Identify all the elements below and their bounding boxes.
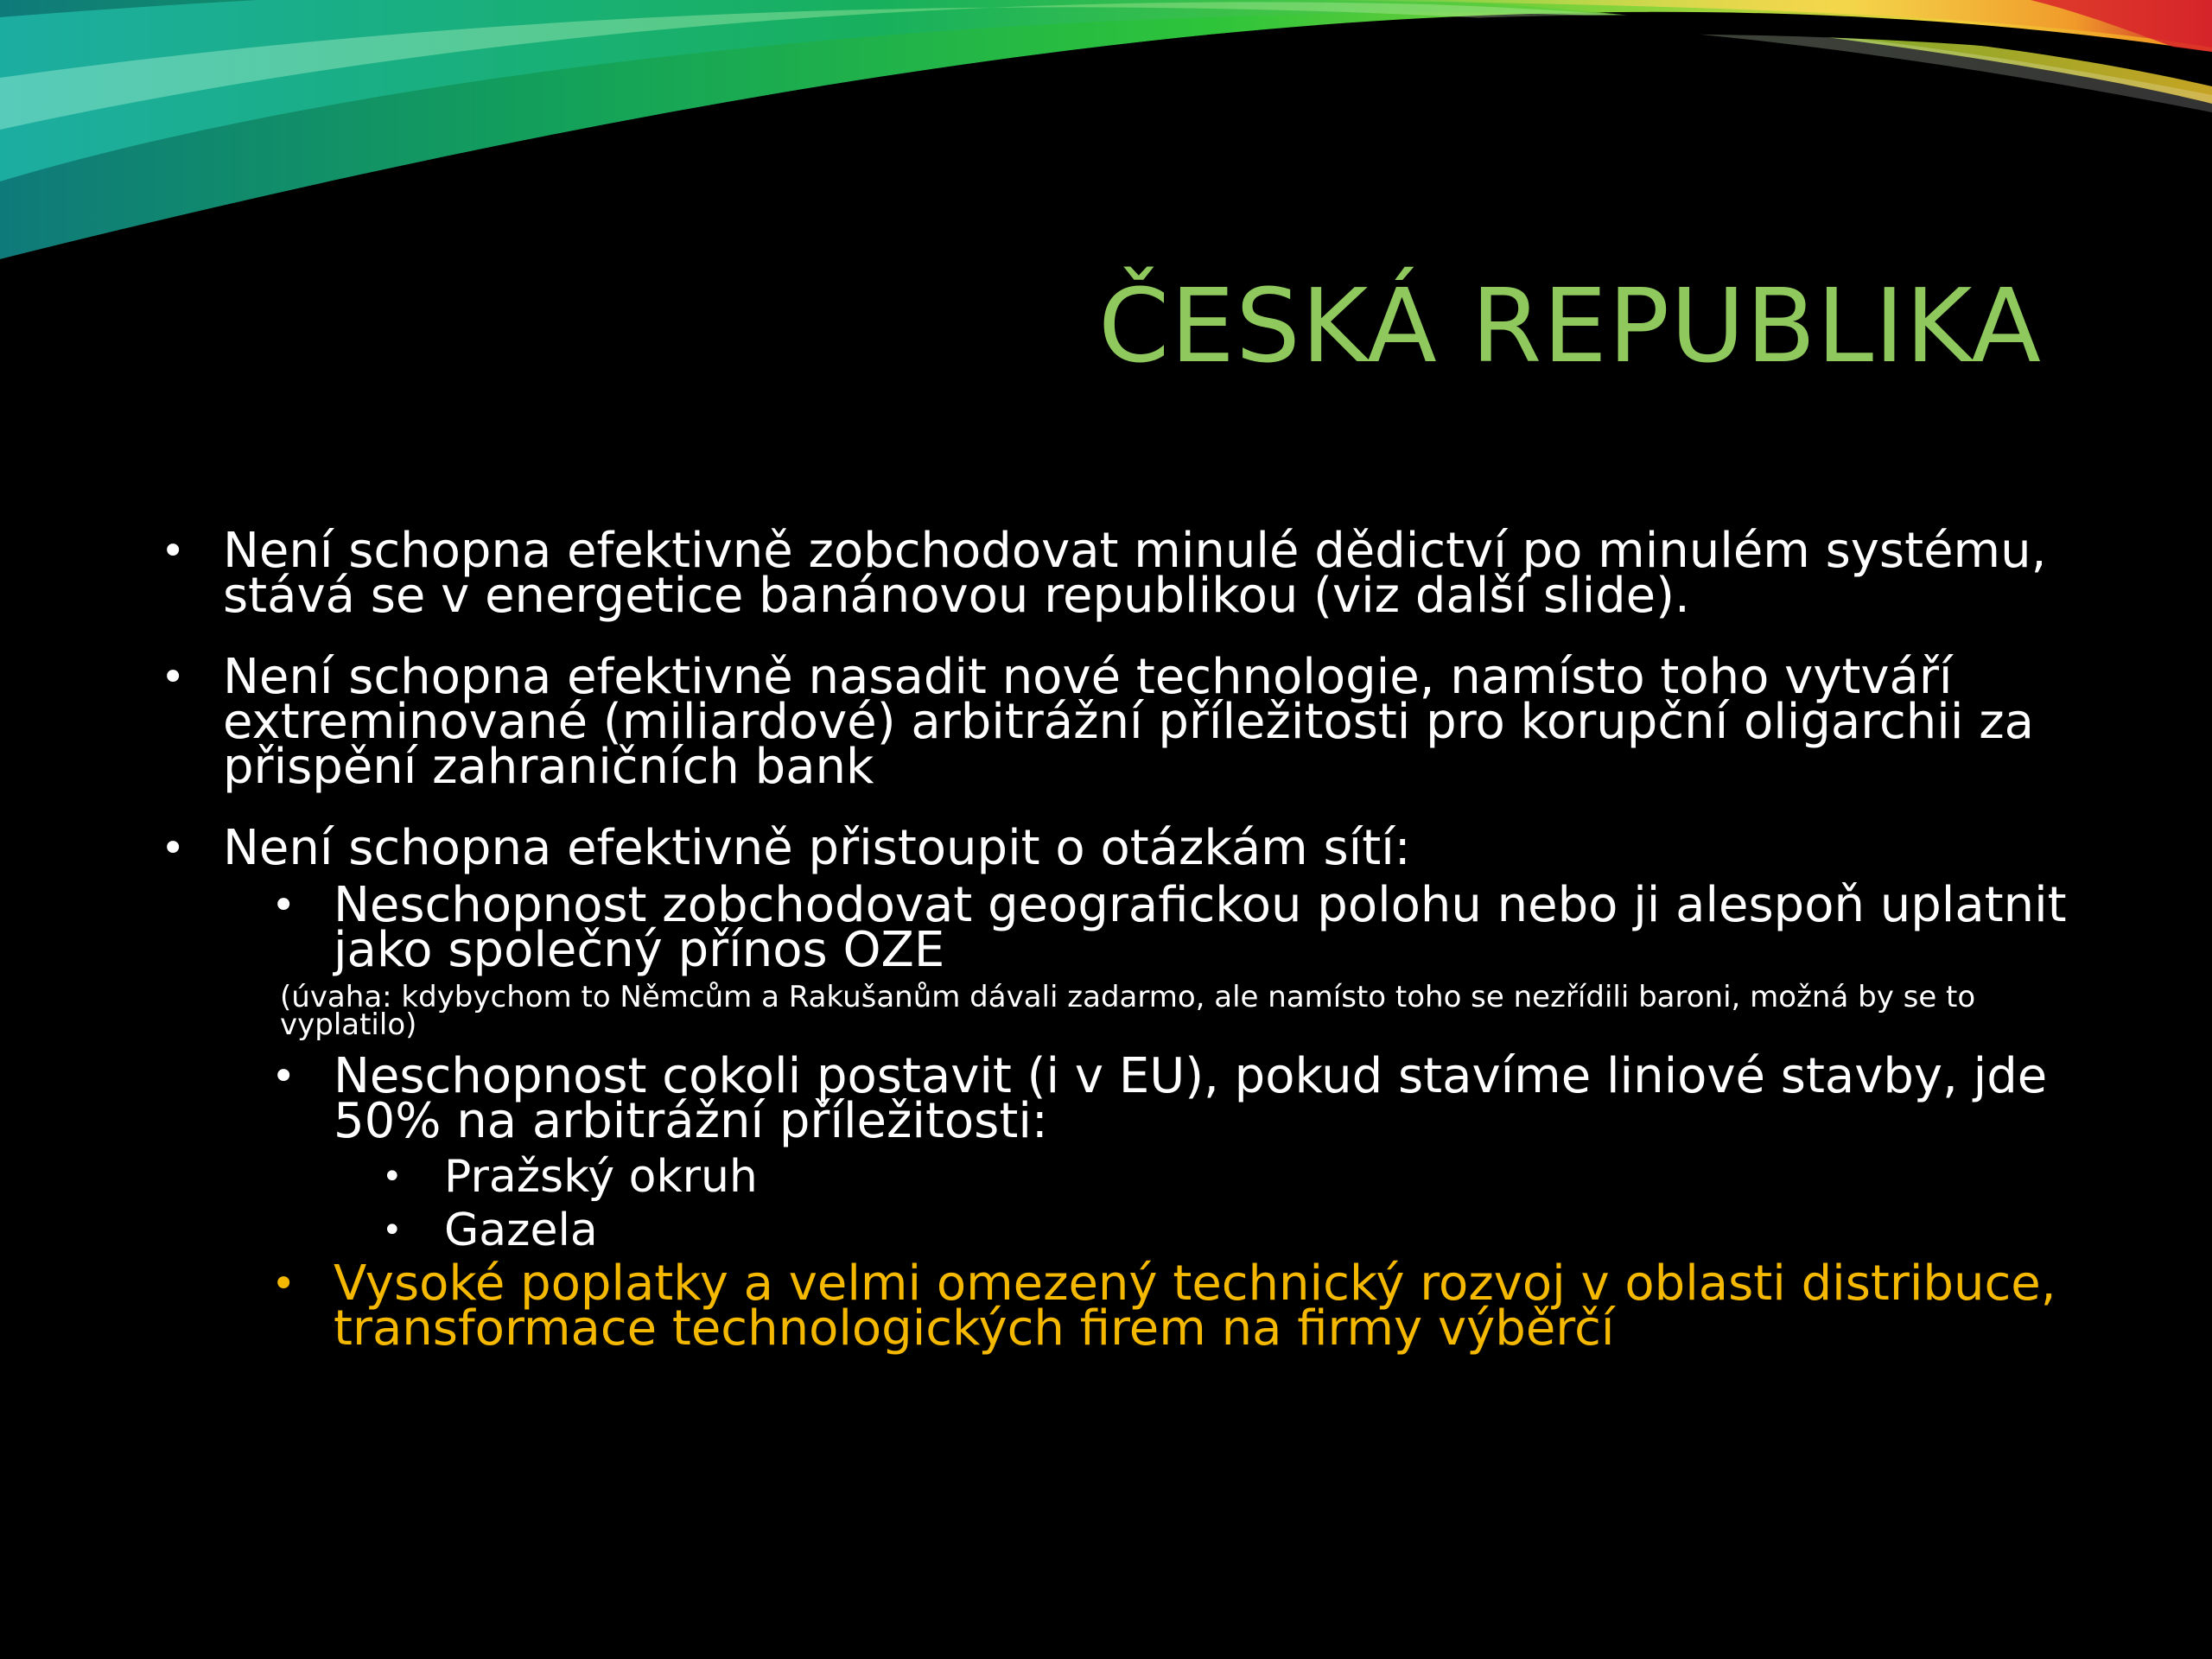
bullet-icon: • (271, 1260, 296, 1308)
slide-title: ČESKÁ REPUBLIKA (1098, 266, 2042, 385)
sub-list-item-text: Neschopnost cokoli postavit (i v EU), pokud stavíme liniové stavby, jde 50% na arbitrážní příležitosti: (334, 1048, 2048, 1149)
sub-list-item (266, 877, 2074, 978)
bullet-icon: • (382, 1157, 403, 1197)
list-item (156, 523, 2074, 624)
bullet-icon: • (161, 824, 186, 873)
sub-list-item-highlighted (266, 1255, 2074, 1357)
bullet-list (156, 523, 2074, 1362)
decorative-swoosh (0, 0, 2212, 276)
sub-list-item-text: Neschopnost zobchodovat geografickou polohu nebo ji alespoň uplatnit jako společný přínos OZE (334, 877, 2067, 978)
list-item (156, 649, 2074, 795)
list-item (156, 820, 2074, 876)
bullet-icon: • (161, 527, 186, 575)
bullet-icon: • (271, 881, 296, 930)
sub-list-item-text: Vysoké poplatky a velmi omezený technický rozvoj v oblasti distribuce, transformace technologických firem na firmy výběrčí (334, 1255, 2056, 1357)
list-item-text: Není schopna efektivně zobchodovat minulé dědictví po minulém systému, stává se v energetice banánovou republikou (viz další slide). (223, 523, 2047, 624)
bullet-icon: • (271, 1052, 296, 1101)
bullet-icon: • (382, 1211, 403, 1250)
sub-sub-list-item (377, 1205, 2074, 1256)
note-text: (úvaha: kdybychom to Němcům a Rakušanům dávali zadarmo, ale namísto toho se nezřídili baroni, možná by se to vyplatilo) (280, 980, 1976, 1042)
sub-list-item (266, 1048, 2074, 1149)
sub-sub-list-item-text: Gazela (444, 1205, 598, 1256)
bullet-icon: • (161, 653, 186, 702)
list-item-text: Není schopna efektivně přistoupit o otázkám sítí: (223, 820, 1411, 876)
list-item-text: Není schopna efektivně nasadit nové technologie, namísto toho vytváří extreminované (miliardové) arbitrážní příležitosti pro korupční oligarchii za přispění zahraničních bank (223, 649, 2034, 795)
sub-sub-list-item (377, 1151, 2074, 1203)
sub-sub-list-item-text: Pražský okruh (444, 1151, 758, 1203)
